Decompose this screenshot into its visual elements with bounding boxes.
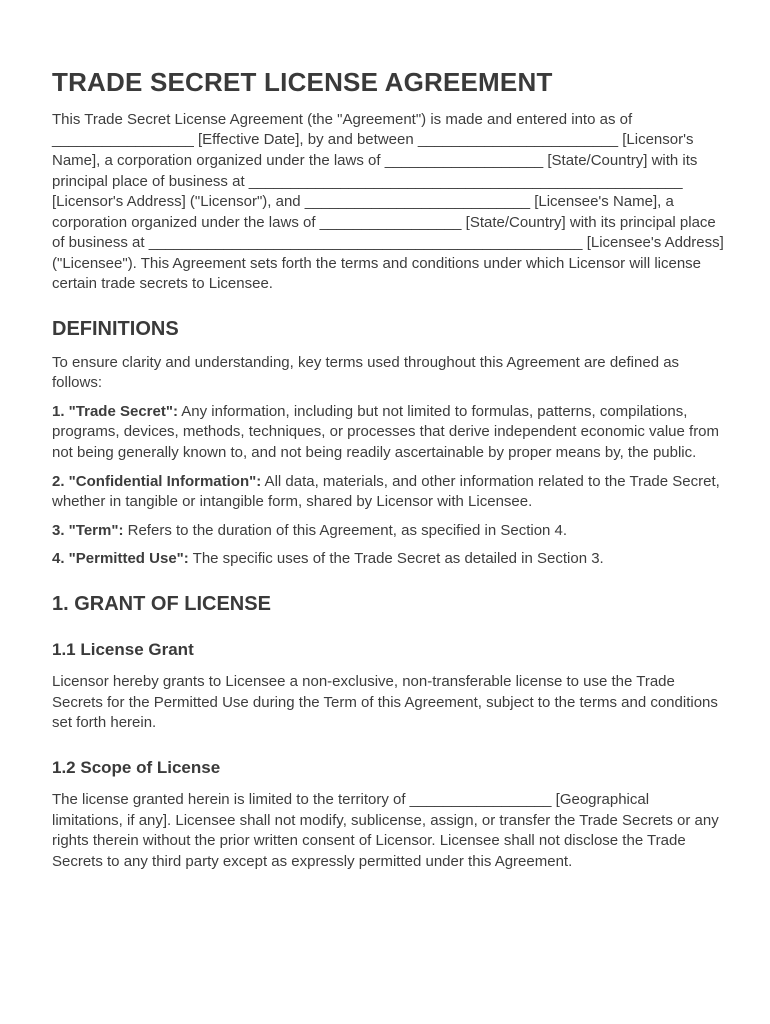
definition-item <box>52 521 724 542</box>
subsection-paragraph-scope-of-license: The license granted herein is limited to the territory of _________________ [Geographical limitations, if any]. Licensee shall not modify, sublicense, assign, or transfer the Trade Secrets or any rights therein without the prior written consent of Licensor. Licensee shall not disclose the Trade Secrets to any third party except as expressly permitted under this Agreement. <box>52 791 719 870</box>
definition-item <box>52 549 724 570</box>
definition-item <box>52 402 724 464</box>
definition-text: All data, materials, and other information related to the Trade Secret, whether in tangible or intangible form, shared by Licensor with Licensee. <box>52 472 720 511</box>
subsection-heading-license-grant: 1.1 License Grant <box>52 639 194 659</box>
definition-text: Any information, including but not limited to formulas, patterns, compilations, programs, devices, methods, techniques, or processes that derive independent economic value from not being generally known to, and not being readily ascertainable by proper means by, the public. <box>52 402 720 461</box>
definition-item <box>52 472 724 513</box>
definition-text: Refers to the duration of this Agreement, as specified in Section 4. <box>123 521 568 539</box>
section-heading-grant-of-license: 1. GRANT OF LICENSE <box>52 592 271 615</box>
definition-text: The specific uses of the Trade Secret as detailed in Section 3. <box>188 550 604 568</box>
definition-term: 3. "Term": <box>52 521 124 539</box>
subsection-paragraph-license-grant: Licensor hereby grants to Licensee a non-exclusive, non-transferable license to use the Trade Secrets for the Permitted Use during the Term of this Agreement, subject to the terms and conditions set forth herein. <box>52 673 718 732</box>
intro-paragraph: This Trade Secret License Agreement (the "Agreement") is made and entered into as of _________________ [Effective Date], by and between ________________________ [Licensor's Name], a corporation organized under the laws of ___________________ [State/Country] with its principal place of business at ____________________________________________________ [Licensor's Address] ("Licensor"), and ___________________________ [Licensee's Name], a corporation organized under the laws of _________________ [State/Country] with its principal place of business at ____________________________________________________ [Licensee's Address] ("Licensee"). This Agreement sets forth the terms and conditions under which Licensor will license certain trade secrets to Licensee. <box>52 110 724 293</box>
subsection-heading-scope-of-license: 1.2 Scope of License <box>52 757 221 777</box>
page-title: TRADE SECRET LICENSE AGREEMENT <box>52 67 553 97</box>
definitions-lead: To ensure clarity and understanding, key terms used throughout this Agreement are defined as follows: <box>52 353 680 392</box>
definition-term: 1. "Trade Secret": <box>52 402 178 420</box>
definition-term: 2. "Confidential Information": <box>52 472 262 490</box>
definition-term: 4. "Permitted Use": <box>52 550 189 568</box>
document-content <box>52 68 724 872</box>
definitions-heading: DEFINITIONS <box>52 317 179 340</box>
